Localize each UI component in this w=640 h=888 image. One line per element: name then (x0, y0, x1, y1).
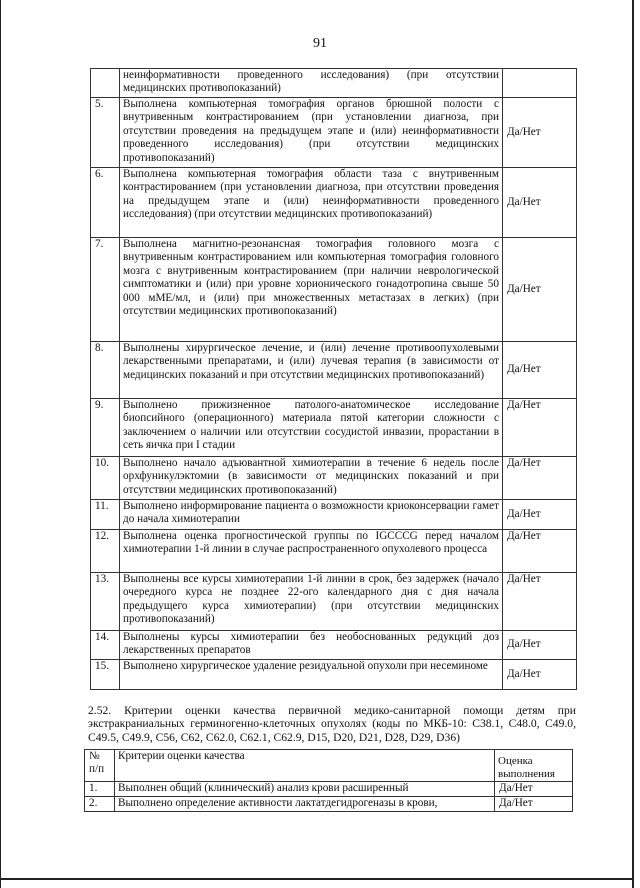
row-number: 12. (91, 530, 120, 573)
evaluation-cell: Да/Нет (503, 660, 577, 690)
table-row (91, 660, 577, 690)
row-number: 5. (91, 98, 120, 168)
table-row (91, 573, 577, 631)
criterion-text: Выполнено начало адъювантной химиотерапии в течение 6 недель после орхфуникулэктомии (в зависимости от медицинских показаний и при отсутствии медицинских противопоказаний) (120, 457, 503, 500)
table-row (91, 98, 577, 168)
table-row (85, 797, 573, 812)
header-criteria: Критерии оценки качества (115, 750, 495, 782)
header-evaluation: Оценка выполнения (495, 750, 573, 782)
criterion-text: Выполнена магнитно-резонансная томография головного мозга с внутривенным контрастированием или компьютерная томография головного мозга с внутривенным контрастированием (при наличии неврологической симптоматики и (или) при уровне хорионического гонадотропина свыше 50 000 мМЕ/мл, и (или) при множественных метастазах в легких) (при отсутствии медицинских противопоказаний) (120, 238, 503, 342)
criterion-text: Выполнены курсы химиотерапии без необоснованных редукций доз лекарственных препаратов (120, 631, 503, 660)
table-row (91, 342, 577, 399)
evaluation-cell: Да/Нет (495, 782, 573, 797)
row-number: 15. (91, 660, 120, 690)
row-number: 6. (91, 168, 120, 238)
evaluation-cell: Да/Нет (503, 530, 577, 573)
table-header-row (85, 750, 573, 782)
table-row (91, 500, 577, 530)
table-row (91, 69, 577, 98)
evaluation-cell: Да/Нет (503, 168, 577, 238)
criterion-text: Выполнено определение активности лактатдегидрогеназы в крови, (115, 797, 495, 812)
criterion-text: Выполнено хирургическое удаление резидуальной опухоли при несеминоме (120, 660, 503, 690)
scan-border-bottom (0, 878, 634, 880)
evaluation-cell: Да/Нет (503, 238, 577, 342)
row-number: 7. (91, 238, 120, 342)
page-number: 91 (313, 36, 327, 51)
row-number: 11. (91, 500, 120, 530)
row-number: 2. (85, 797, 115, 812)
evaluation-cell: Да/Нет (503, 631, 577, 660)
row-number: 10. (91, 457, 120, 500)
evaluation-cell: Да/Нет (495, 797, 573, 812)
table-row (91, 168, 577, 238)
evaluation-cell: Да/Нет (503, 399, 577, 457)
evaluation-cell (503, 69, 577, 98)
table-row (91, 238, 577, 342)
evaluation-cell: Да/Нет (503, 98, 577, 168)
criterion-text: Выполнено прижизненное патолого-анатомическое исследование биопсийного (операционного) материала пятой категории сложности с заключением о наличии или отсутствии сосудистой инвазии, прорастании в сеть яичка при I стадии (120, 399, 503, 457)
criteria-table-continued (90, 68, 577, 690)
criteria-table-2-52 (84, 749, 573, 812)
criterion-text: Выполнен общий (клинический) анализ крови расширенный (115, 782, 495, 797)
row-number: 8. (91, 342, 120, 399)
row-number: 1. (85, 782, 115, 797)
evaluation-cell: Да/Нет (503, 500, 577, 530)
scan-border-right (632, 0, 634, 888)
criterion-text: Выполнены хирургическое лечение, и (или) лечение противоопухолевыми лекарственными препаратами, и (или) лучевая терапия (в зависимости от медицинских показаний и при отсутствии медицинских противопоказаний) (120, 342, 503, 399)
table-row (91, 399, 577, 457)
row-number (91, 69, 120, 98)
evaluation-cell: Да/Нет (503, 573, 577, 631)
criterion-text: Выполнена компьютерная томография области таза с внутривенным контрастированием (при установлении диагноза, при отсутствии проведения на предыдущем этапе и (или) неинформативности проведенного исследования) (при отсутствии медицинских противопоказаний) (120, 168, 503, 238)
scan-border-left (0, 0, 1, 888)
row-number: 13. (91, 573, 120, 631)
row-number: 9. (91, 399, 120, 457)
criterion-text: Выполнена компьютерная томография органов брюшной полости с внутривенным контрастированием (при установлении диагноза, при отсутствии проведения на предыдущем этапе и (или) неинформативности проведенного исследования) (при отсутствии медицинских противопоказаний) (120, 98, 503, 168)
section-heading-2-52: 2.52. Критерии оценки качества первичной медико-санитарной помощи детям при экстракраниальных герминогенно-клеточных опухолях (коды по МКБ-10: C38.1, C48.0, C49.0, C49.5, C49.9, C56, C62, C62.0, C62.1, C62.9, D15, D20, D21, D28, D29, D36) (88, 704, 576, 744)
criterion-text: Выполнена оценка прогностической группы по IGCCCG перед началом химиотерапии 1-й линии в случае распространенного опухолевого процесса (120, 530, 503, 573)
header-number: № п/п (85, 750, 115, 782)
row-number: 14. (91, 631, 120, 660)
table-row (91, 631, 577, 660)
table-row (85, 782, 573, 797)
table-row (91, 457, 577, 500)
evaluation-cell: Да/Нет (503, 342, 577, 399)
criterion-text: неинформативности проведенного исследования) (при отсутствии медицинских противопоказаний) (120, 69, 503, 98)
evaluation-cell: Да/Нет (503, 457, 577, 500)
criterion-text: Выполнено информирование пациента о возможности криоконсервации гамет до начала химиотерапии (120, 500, 503, 530)
criterion-text: Выполнены все курсы химиотерапии 1-й линии в срок, без задержек (начало очередного курса не позднее 22-ого календарного дня с дня начала предыдущего курса химиотерапии) (при отсутствии медицинских противопоказаний) (120, 573, 503, 631)
table-row (91, 530, 577, 573)
